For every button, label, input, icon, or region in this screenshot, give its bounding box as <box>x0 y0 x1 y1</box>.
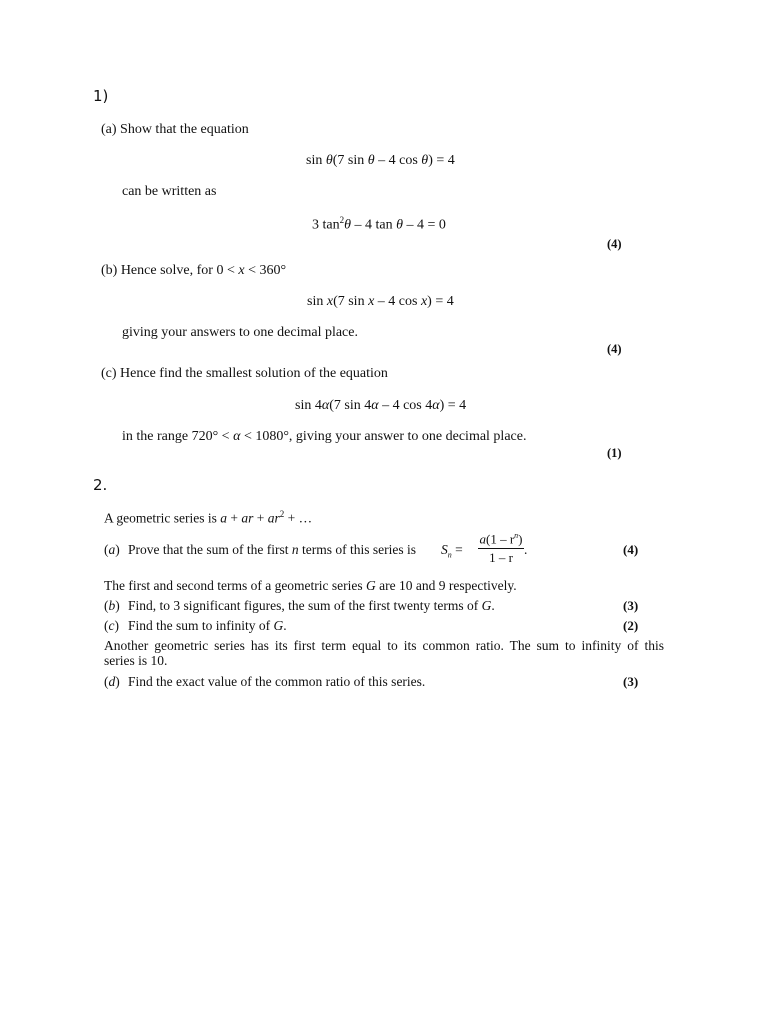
q2c-text: Find the sum to infinity of G. <box>128 618 287 633</box>
q1b-intro: (b) Hence solve, for 0 < x < 360° <box>101 263 287 278</box>
q2a-sum-formula-fraction: $a(1 - r^n)$ 1 – r <box>479 531 523 566</box>
q1a-equation-1: sin θ(7 sin θ – 4 cos θ) = 4 <box>306 153 455 168</box>
q2c-mark: (2) <box>623 618 639 633</box>
q2d-text: Find the exact value of the common ratio of this series. <box>128 674 426 689</box>
fraction-bar <box>478 548 524 549</box>
q2c-label: (c) <box>104 618 119 633</box>
q1a-intro: (a) Show that the equation <box>101 122 249 137</box>
q1c-intro: (c) Hence find the smallest solution of the equation <box>101 366 388 381</box>
q2-paragraph-line-2: series is 10. <box>104 653 168 668</box>
q2b-text: Find, to 3 significant figures, the sum of the first twenty terms of G. <box>128 598 495 613</box>
q1c-equation: sin 4α(7 sin 4α – 4 cos 4α) = 4 <box>295 398 467 413</box>
q2a-period: . <box>524 542 528 557</box>
q2d-mark: (3) <box>623 674 639 689</box>
q1a-equation-2: 3 $\tan^2\theta - 4$ tan θ – 4 = 0 <box>312 215 446 233</box>
q2-info-line: The first and second terms of a geometric series G are 10 and 9 respectively. <box>104 578 517 593</box>
q1c-text-2: in the range 720° < α < 1080°, giving your answer to one decimal place. <box>122 429 527 444</box>
q2a-text: Prove that the sum of the first n terms of this series is <box>128 542 416 557</box>
q1b-equation: sin x(7 sin x – 4 cos x) = 4 <box>307 294 454 309</box>
q2a-mark: (4) <box>623 542 639 557</box>
question-2-number: 2. <box>93 476 108 494</box>
q2b-mark: (3) <box>623 598 639 613</box>
q1a-mark: (4) <box>607 237 622 251</box>
q2d-label: (d) <box>104 674 120 689</box>
q2a-sum-formula-lhs: $S_n$ = <box>441 542 463 560</box>
q1a-text-2: can be written as <box>122 184 217 199</box>
q2b-label: (b) <box>104 598 120 613</box>
question-1-number: 1) <box>93 87 109 105</box>
q2a-label: (a) <box>104 542 120 557</box>
q2-paragraph-line-1: Another geometric series has its first term equal to its common ratio. The sum to infinity of this <box>104 638 664 653</box>
q2-intro: A geometric series is a + ar + $ar^2$ + … <box>104 509 313 526</box>
q1b-mark: (4) <box>607 342 622 356</box>
q1b-text-2: giving your answers to one decimal place. <box>122 325 358 340</box>
q1c-mark: (1) <box>607 446 622 460</box>
